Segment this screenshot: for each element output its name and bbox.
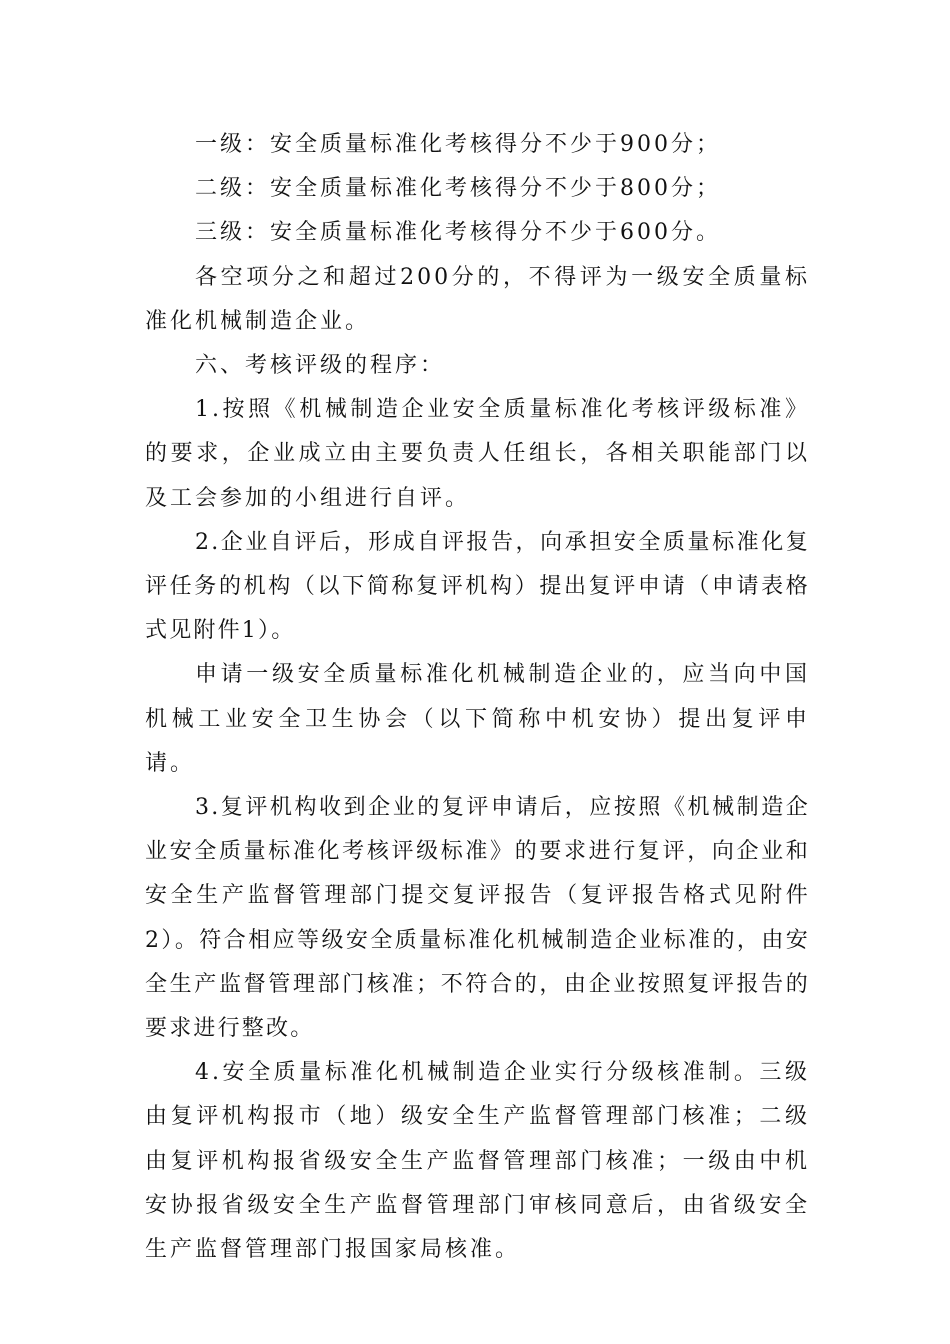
paragraph-level-one: 一级：安全质量标准化考核得分不少于900分； — [195, 132, 721, 157]
section-heading-procedure: 六、考核评级的程序： — [195, 353, 446, 379]
paragraph-procedure-2: 2.企业自评后，形成自评报告，向承担安全质量标准化复评任务的机构（以下简称复评机构）提出复评申请（申请表格式见附件1）。 — [145, 529, 810, 644]
paragraph-procedure-3: 3.复评机构收到企业的复评申请后，应按照《机械制造企业安全质量标准化考核评级标准》的要求进行复评，向企业和安全生产监督管理部门提交复评报告（复评报告格式见附件2）。符合相应等级安全质量标准化机械制造企业标准的，由安全生产监督管理部门核准；不符合的，由企业按照复评报告的要求进行整改。 — [145, 795, 810, 1042]
paragraph-level-three: 三级：安全质量标准化考核得分不少于600分。 — [195, 220, 721, 246]
paragraph-empty-items-rule: 各空项分之和超过200分的，不得评为一级安全质量标准化机械制造企业。 — [145, 264, 810, 334]
paragraph-level-two: 二级：安全质量标准化考核得分不少于800分； — [195, 176, 721, 202]
document-body — [145, 123, 810, 1272]
paragraph-procedure-1: 1.按照《机械制造企业安全质量标准化考核评级标准》的要求，企业成立由主要负责人任组长，各相关职能部门以及工会参加的小组进行自评。 — [145, 397, 810, 511]
paragraph-procedure-4: 4.安全质量标准化机械制造企业实行分级核准制。三级由复评机构报市（地）级安全生产监督管理部门核准；二级由复评机构报省级安全生产监督管理部门核准；一级由中机安协报省级安全生产监督管理部门审核同意后，由省级安全生产监督管理部门报国家局核准。 — [145, 1060, 810, 1263]
paragraph-level-one-application: 申请一级安全质量标准化机械制造企业的，应当向中国机械工业安全卫生协会（以下简称中机安协）提出复评申请。 — [145, 662, 810, 776]
